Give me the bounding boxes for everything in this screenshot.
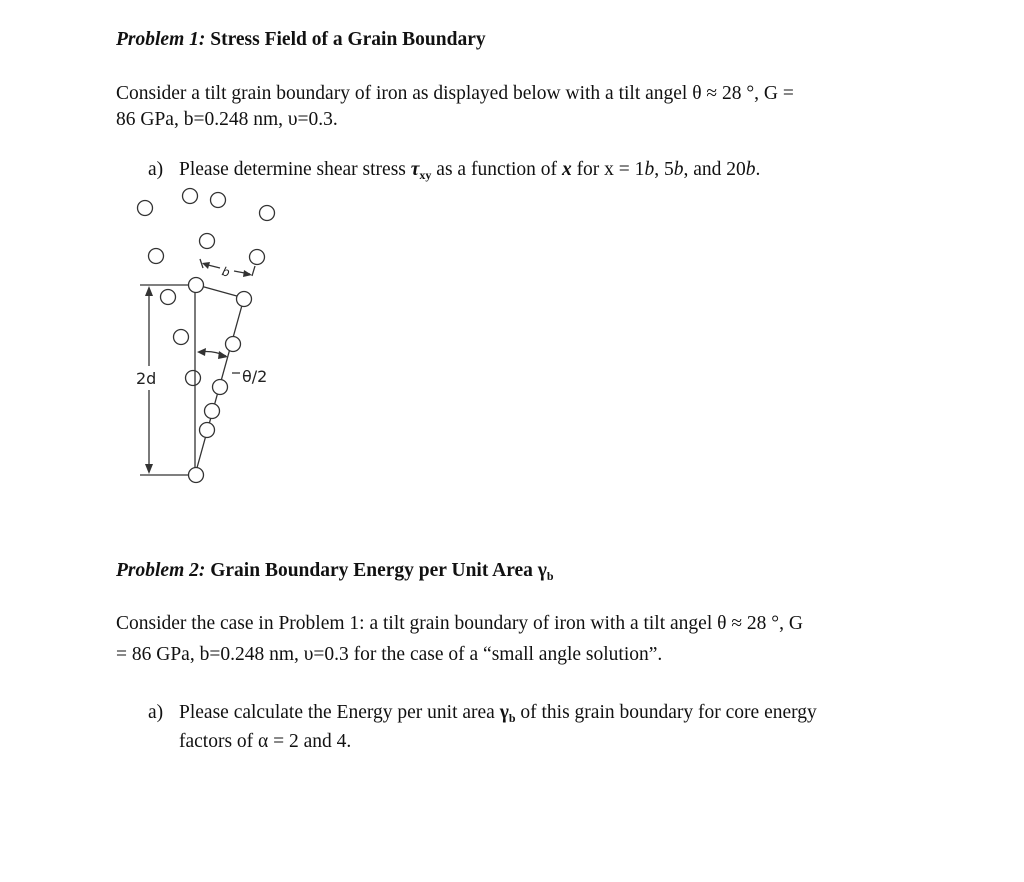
arrow-head-angle-right	[218, 351, 228, 359]
problem1-label: Problem 1:	[116, 29, 206, 50]
problem2-label: Problem 2:	[116, 560, 206, 581]
arrow-head-angle-left	[197, 348, 206, 356]
tau-symbol: τ	[410, 159, 420, 180]
problem2-line2: = 86 GPa, b=0.248 nm, υ=0.3 for the case of a “small angle solution”.	[116, 644, 663, 665]
atom	[138, 201, 153, 216]
b-dimension-tick-right	[252, 266, 255, 276]
atom	[174, 330, 189, 345]
b-var-3: b	[745, 159, 756, 180]
arrow-head-b-left	[202, 262, 210, 269]
label-b: b	[220, 264, 232, 280]
tau-subscript: xy	[419, 168, 432, 182]
atom	[226, 337, 241, 352]
atom	[183, 189, 198, 204]
label-2d: 2d	[136, 369, 157, 388]
atom	[200, 234, 215, 249]
part-a-text-before: Please determine shear stress	[179, 159, 411, 180]
atom	[186, 371, 201, 386]
problem1-title: Stress Field of a Grain Boundary	[210, 29, 486, 50]
problem1-intro-line2: 86 GPa, b=0.248 nm, υ=0.3.	[116, 109, 338, 130]
label-theta-half: θ/2	[242, 367, 268, 386]
part-a-text-mid: as a function of	[431, 159, 562, 180]
problem2-title: Grain Boundary Energy per Unit Area	[210, 560, 538, 581]
problem2-gamma: γ	[537, 560, 547, 581]
atom	[189, 468, 204, 483]
part-a-end: .	[755, 159, 761, 180]
atom	[189, 278, 204, 293]
b-var-2: b	[673, 159, 684, 180]
problem2-part-a-after: of this grain boundary for core energy	[515, 702, 817, 723]
problem2-part-a-line1	[179, 701, 817, 730]
arrow-head-b-right	[243, 270, 252, 277]
atom	[149, 249, 164, 264]
problem2-part-a-before: Please calculate the Energy per unit area	[179, 702, 500, 723]
problem2-line1: Consider the case in Problem 1: a tilt grain boundary of iron with a tilt angel θ ≈ 28 °, G	[116, 613, 803, 634]
atom	[250, 250, 265, 265]
atom	[237, 292, 252, 307]
problem2-part-a-marker: a)	[148, 702, 164, 723]
part-a-sep1: , 5	[654, 159, 674, 180]
problem2-part-a-gamma: γ	[499, 702, 509, 723]
part-a-sep2: , and 20	[683, 159, 746, 180]
atom	[200, 423, 215, 438]
problem2-gamma-subscript: b	[546, 569, 554, 583]
atom	[161, 290, 176, 305]
arrow-head-2d-bottom	[145, 464, 153, 474]
problem2-part-a-line2: factors of α = 2 and 4.	[179, 731, 352, 752]
part-a-text-for: for x = 1	[571, 159, 645, 180]
arrow-head-2d-top	[145, 286, 153, 296]
problem2-part-a-gamma-subscript: b	[508, 711, 516, 725]
problem1-intro-line1: Consider a tilt grain boundary of iron as displayed below with a tilt angel θ ≈ 28 °, G =	[116, 83, 794, 104]
problem2-heading	[116, 559, 554, 588]
atom	[213, 380, 228, 395]
problem1-part-a-marker: a)	[148, 159, 164, 180]
atom	[260, 206, 275, 221]
atom	[205, 404, 220, 419]
b-var-1: b	[644, 159, 655, 180]
atom	[211, 193, 226, 208]
x-variable: x	[561, 159, 572, 180]
